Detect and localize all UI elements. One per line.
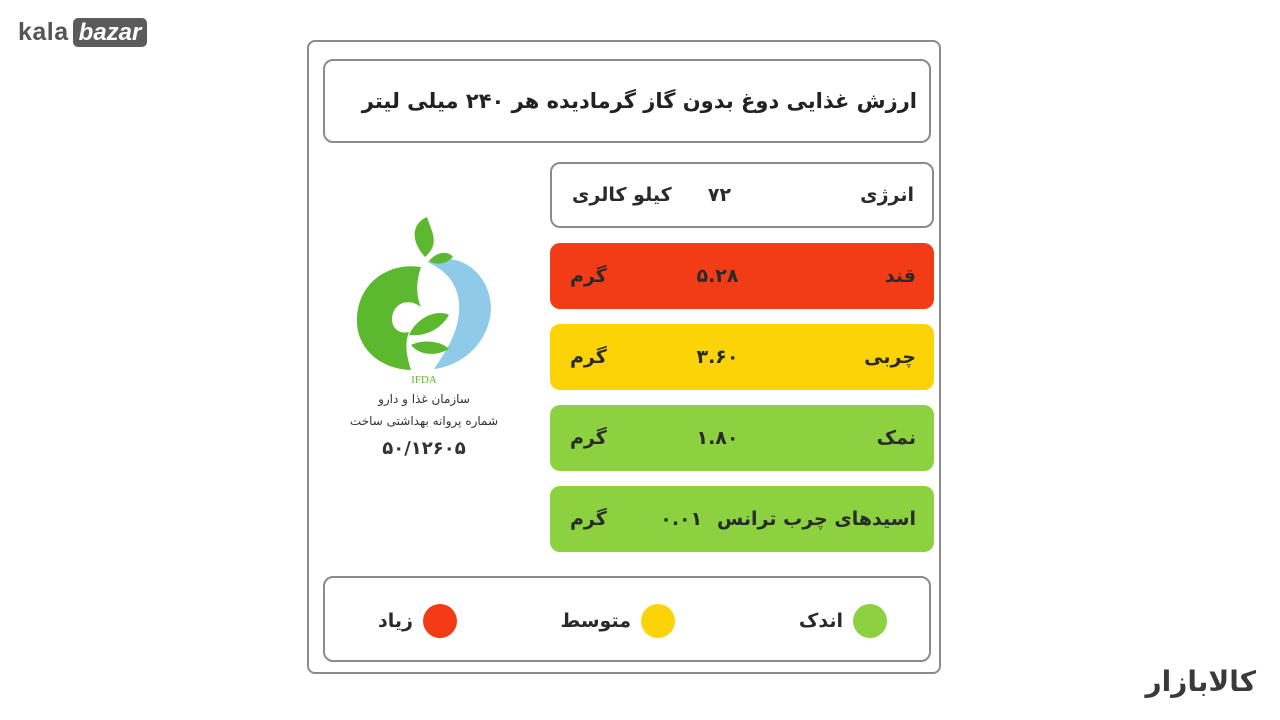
org-name: سازمان غذا و دارو <box>378 392 470 406</box>
sugar-label: قند <box>884 265 916 287</box>
logo-kala-text: kala <box>18 17 69 46</box>
trans-fat-label: اسیدهای چرب ترانس <box>717 508 916 530</box>
ifda-logo-icon <box>349 217 499 387</box>
energy-value: ۷۲ <box>707 184 732 206</box>
salt-unit: گرم <box>570 427 607 449</box>
energy-row <box>550 162 934 228</box>
salt-label: نمک <box>876 427 916 449</box>
legend-low-label: اندک <box>798 610 843 632</box>
trans-fat-unit: گرم <box>570 508 607 530</box>
legend-medium <box>561 604 675 638</box>
sugar-row <box>550 243 934 309</box>
medium-level-dot-icon <box>641 604 675 638</box>
sugar-value: ۵.۲۸ <box>696 265 739 287</box>
energy-label: انرژی <box>860 184 914 206</box>
salt-value: ۱.۸۰ <box>696 427 739 449</box>
nutrition-panel <box>307 40 941 674</box>
trans-fat-row <box>550 486 934 552</box>
fat-row <box>550 324 934 390</box>
fat-value: ۳.۶۰ <box>696 346 739 368</box>
license-number: ۵۰/۱۲۶۰۵ <box>382 438 466 459</box>
trans-fat-value: ۰.۰۱ <box>660 508 703 530</box>
legend-medium-label: متوسط <box>560 610 631 632</box>
legend-box <box>323 576 931 662</box>
sugar-unit: گرم <box>570 265 607 287</box>
panel-title: ارزش غذایی دوغ بدون گاز گرمادیده هر ۲۴۰ میلی لیتر <box>361 89 917 113</box>
ifda-logo-text: IFDA <box>411 374 437 386</box>
legend-low <box>799 604 887 638</box>
salt-row <box>550 405 934 471</box>
license-label: شماره پروانه بهداشتی ساخت <box>349 414 499 428</box>
kalabazar-persian-logo: کالابازار <box>1145 665 1256 698</box>
high-level-dot-icon <box>423 604 457 638</box>
energy-unit: کیلو کالری <box>572 184 672 206</box>
legend-high <box>378 604 457 638</box>
logo-bazar-text: bazar <box>73 18 148 47</box>
low-level-dot-icon <box>853 604 887 638</box>
title-box <box>323 59 931 143</box>
legend-high-label: زیاد <box>378 610 413 632</box>
kalabazar-logo[interactable] <box>18 17 147 47</box>
fat-label: چربی <box>864 346 916 368</box>
fat-unit: گرم <box>570 346 607 368</box>
